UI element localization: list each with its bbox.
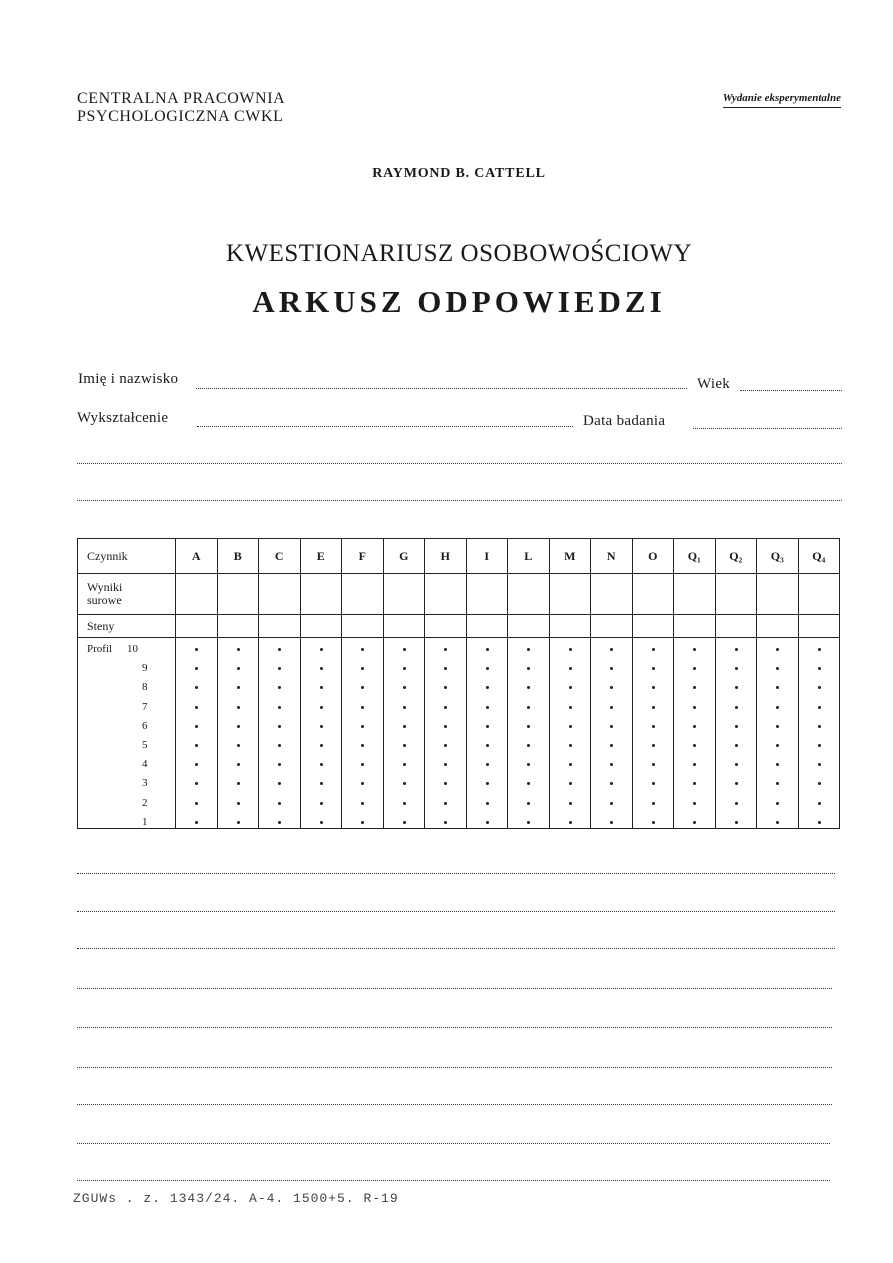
profile-column[interactable] [757,638,799,829]
profile-column[interactable] [300,638,342,829]
profile-dot[interactable] [361,763,364,766]
print-code: ZGUWs . z. 1343/24. A-4. 1500+5. R-19 [73,1191,399,1206]
profile-dot[interactable] [237,802,240,805]
raw-score-cell[interactable] [549,574,591,615]
profile-dot[interactable] [776,782,779,785]
profile-dot[interactable] [237,821,240,824]
profile-dot[interactable] [403,821,406,824]
profile-dot[interactable] [403,706,406,709]
profile-dot[interactable] [776,744,779,747]
factor-header: N [591,539,633,574]
raw-score-cell[interactable] [342,574,384,615]
score-table [77,538,840,829]
raw-scores-label-line-1: Wyniki [87,580,123,594]
raw-score-cell[interactable] [383,574,425,615]
document-title: KWESTIONARIUSZ OSOBOWOŚCIOWY [225,240,693,267]
profile-dot[interactable] [527,802,530,805]
profile-dot[interactable] [361,802,364,805]
profile-label-cell [78,638,176,829]
profile-dot[interactable] [527,763,530,766]
sten-cell[interactable] [217,615,259,638]
profile-dot[interactable] [569,686,572,689]
raw-scores-row [78,574,840,615]
profile-dot[interactable] [818,725,821,728]
profile-dot[interactable] [361,667,364,670]
profile-dot[interactable] [818,821,821,824]
profile-dot[interactable] [818,648,821,651]
blank-line[interactable] [77,1180,830,1181]
profile-dots [508,638,549,828]
factor-header: I [466,539,508,574]
profile-dot[interactable] [278,706,281,709]
profile-dot[interactable] [444,782,447,785]
profile-dot[interactable] [195,686,198,689]
profile-dot[interactable] [361,725,364,728]
factor-header: F [342,539,384,574]
profile-dot[interactable] [444,763,447,766]
factor-header: Q₄ [798,539,840,574]
profile-dot[interactable] [610,782,613,785]
profile-dot[interactable] [776,686,779,689]
blank-line[interactable] [77,1104,832,1105]
profile-dot[interactable] [818,706,821,709]
profile-dot[interactable] [237,782,240,785]
factor-header: G [383,539,425,574]
profile-dot[interactable] [652,782,655,785]
profile-dot[interactable] [776,821,779,824]
profile-dot[interactable] [610,706,613,709]
profile-level-label: 5 [142,739,148,751]
profile-dot[interactable] [278,648,281,651]
profile-dot[interactable] [320,725,323,728]
factor-header: H [425,539,467,574]
profile-dot[interactable] [610,725,613,728]
date-field[interactable] [693,428,842,429]
profile-dots [218,638,259,828]
factor-header: B [217,539,259,574]
profile-dot[interactable] [320,648,323,651]
author-name: RAYMOND B. CATTELL [372,166,546,181]
raw-score-cell[interactable] [715,574,757,615]
profile-dot[interactable] [569,782,572,785]
profile-dot[interactable] [693,782,696,785]
profile-dot[interactable] [403,648,406,651]
profile-dot[interactable] [693,667,696,670]
organization-name [77,90,285,126]
profile-dot[interactable] [361,821,364,824]
profile-dot[interactable] [527,667,530,670]
profile-column[interactable] [259,638,301,829]
profile-dot[interactable] [320,763,323,766]
organization-line-1: CENTRALNA PRACOWNIA [77,90,286,107]
profile-column[interactable] [466,638,508,829]
profile-dot[interactable] [569,725,572,728]
raw-score-cell[interactable] [757,574,799,615]
profile-dot[interactable] [320,706,323,709]
profile-dots [674,638,715,828]
profile-dot[interactable] [818,782,821,785]
name-label: Imię i nazwisko [78,371,179,387]
profile-column[interactable] [217,638,259,829]
profile-dot[interactable] [818,686,821,689]
profile-dot[interactable] [735,725,738,728]
profile-dot[interactable] [693,725,696,728]
profile-dot[interactable] [486,763,489,766]
factor-label: Czynnik [78,539,176,574]
profile-dot[interactable] [361,744,364,747]
profile-level-label: 8 [142,681,148,694]
profile-dot[interactable] [486,648,489,651]
profile-level-label: 6 [142,719,148,732]
profile-dot[interactable] [278,821,281,824]
raw-score-cell[interactable] [674,574,716,615]
education-label: Wykształcenie [77,410,169,426]
raw-scores-label-line-2: surowe [87,593,122,607]
profile-dot[interactable] [735,763,738,766]
profile-level-label: 2 [142,796,148,809]
profile-dot[interactable] [195,667,198,670]
profile-dot[interactable] [444,744,447,747]
blank-line[interactable] [77,911,835,912]
profile-dot[interactable] [818,763,821,766]
profile-dot[interactable] [652,648,655,651]
profile-dot[interactable] [237,763,240,766]
profile-column[interactable] [591,638,633,829]
profile-dot[interactable] [361,648,364,651]
profile-dot[interactable] [403,744,406,747]
profile-dot[interactable] [486,725,489,728]
profile-level-label: 3 [142,777,148,790]
profile-dot[interactable] [652,686,655,689]
profile-dot[interactable] [237,648,240,651]
profile-dot[interactable] [693,686,696,689]
profile-dot[interactable] [693,802,696,805]
profile-dot[interactable] [195,763,198,766]
raw-score-cell[interactable] [259,574,301,615]
profile-dot[interactable] [278,802,281,805]
profile-dot[interactable] [195,706,198,709]
profile-dot[interactable] [195,648,198,651]
profile-dot[interactable] [195,725,198,728]
profile-level-label: 4 [142,758,148,771]
profile-level-label: 10 [127,643,138,655]
profile-dot[interactable] [693,821,696,824]
profile-column[interactable] [342,638,384,829]
profile-dot[interactable] [278,667,281,670]
profile-dot[interactable] [569,667,572,670]
profile-dot[interactable] [610,648,613,651]
profile-dot[interactable] [403,782,406,785]
profile-dot[interactable] [776,763,779,766]
sten-cell[interactable] [549,615,591,638]
profile-dot[interactable] [444,686,447,689]
profile-dots [591,638,632,828]
profile-dot[interactable] [527,648,530,651]
profile-dots [342,638,383,828]
age-label: Wiek [697,376,731,392]
profile-dot[interactable] [320,667,323,670]
profile-dot[interactable] [610,821,613,824]
raw-score-cell[interactable] [425,574,467,615]
profile-dot[interactable] [444,706,447,709]
profile-dot[interactable] [444,667,447,670]
sten-cell[interactable] [383,615,425,638]
profile-dots [716,638,757,828]
profile-dot[interactable] [652,763,655,766]
profile-dot[interactable] [527,821,530,824]
profile-dot[interactable] [776,706,779,709]
profile-dot[interactable] [818,667,821,670]
sten-cell[interactable] [591,615,633,638]
sten-cell[interactable] [757,615,799,638]
profile-dot[interactable] [486,706,489,709]
profile-dot[interactable] [527,706,530,709]
profile-dot[interactable] [444,821,447,824]
profile-dot[interactable] [735,667,738,670]
profile-dot[interactable] [361,706,364,709]
sten-cell[interactable] [300,615,342,638]
profile-level-label: 1 [142,815,148,828]
blank-line[interactable] [77,1067,832,1068]
profile-column[interactable] [798,638,840,829]
profile-level-label: 9 [142,662,148,675]
profile-dot[interactable] [278,725,281,728]
profile-dot[interactable] [652,821,655,824]
profile-dot[interactable] [776,802,779,805]
profile-dots [467,638,508,828]
profile-dot[interactable] [776,725,779,728]
profile-dot[interactable] [527,725,530,728]
profile-column[interactable] [674,638,716,829]
profile-dot[interactable] [818,802,821,805]
profile-dot[interactable] [237,667,240,670]
profile-dot[interactable] [320,782,323,785]
sten-cell[interactable] [176,615,218,638]
profile-dot[interactable] [569,744,572,747]
profile-column[interactable] [632,638,674,829]
profile-dot[interactable] [693,706,696,709]
profile-dot[interactable] [278,782,281,785]
profile-dot[interactable] [569,763,572,766]
factor-header: Q₃ [757,539,799,574]
blank-line[interactable] [77,948,835,949]
profile-column[interactable] [508,638,550,829]
profile-dot[interactable] [735,782,738,785]
factor-header: L [508,539,550,574]
profile-dot[interactable] [652,744,655,747]
profile-level-label: 7 [142,700,148,713]
edition-label: Wydanie eksperymentalne [723,92,841,108]
profile-dot[interactable] [652,667,655,670]
profile-dot[interactable] [776,648,779,651]
age-field[interactable] [740,390,842,391]
profile-dot[interactable] [486,686,489,689]
sten-cell[interactable] [466,615,508,638]
profile-dot[interactable] [237,744,240,747]
profile-dot[interactable] [735,648,738,651]
raw-score-cell[interactable] [632,574,674,615]
factor-header: E [300,539,342,574]
blank-line[interactable] [77,988,832,989]
date-label: Data badania [583,413,666,429]
profile-dot[interactable] [527,782,530,785]
sten-cell[interactable] [674,615,716,638]
profile-dot[interactable] [652,802,655,805]
sten-cell[interactable] [259,615,301,638]
profile-dots [633,638,674,828]
profile-dot[interactable] [195,744,198,747]
factor-header: C [259,539,301,574]
profile-dot[interactable] [569,648,572,651]
profile-dot[interactable] [527,686,530,689]
profile-dot[interactable] [486,821,489,824]
profile-dot[interactable] [818,744,821,747]
profile-dot[interactable] [403,763,406,766]
profile-dot[interactable] [527,744,530,747]
factor-header: M [549,539,591,574]
profile-dot[interactable] [278,763,281,766]
raw-scores-label [78,574,176,615]
profile-dot[interactable] [776,667,779,670]
organization-line-2: PSYCHOLOGICZNA CWKL [77,108,284,125]
profile-dot[interactable] [403,686,406,689]
document-subtitle: ARKUSZ ODPOWIEDZI [252,284,666,319]
profile-dot[interactable] [569,802,572,805]
profile-dots [384,638,425,828]
name-field[interactable] [196,388,687,389]
profile-dot[interactable] [735,686,738,689]
profile-dots [550,638,591,828]
profile-dot[interactable] [735,744,738,747]
profile-dot[interactable] [444,648,447,651]
profile-column[interactable] [383,638,425,829]
profile-dot[interactable] [320,821,323,824]
profile-column[interactable] [549,638,591,829]
sten-cell[interactable] [342,615,384,638]
profile-dot[interactable] [195,782,198,785]
profile-dot[interactable] [610,802,613,805]
sten-cell[interactable] [508,615,550,638]
factor-header: O [632,539,674,574]
profile-dot[interactable] [444,802,447,805]
raw-score-cell[interactable] [466,574,508,615]
profile-dot[interactable] [237,686,240,689]
profile-dot[interactable] [652,725,655,728]
profile-dot[interactable] [237,706,240,709]
sten-cell[interactable] [632,615,674,638]
profile-dot[interactable] [320,802,323,805]
profile-dot[interactable] [569,821,572,824]
profile-dot[interactable] [693,763,696,766]
raw-score-cell[interactable] [508,574,550,615]
profile-dot[interactable] [278,744,281,747]
profile-dot[interactable] [610,686,613,689]
profile-dot[interactable] [195,802,198,805]
blank-line[interactable] [77,500,842,501]
profile-dots [301,638,342,828]
raw-score-cell[interactable] [300,574,342,615]
profile-dots [176,638,217,828]
raw-score-cell[interactable] [798,574,840,615]
factor-header: Q₂ [715,539,757,574]
profile-dot[interactable] [486,667,489,670]
profile-row [78,638,840,829]
profile-column[interactable] [425,638,467,829]
profile-dot[interactable] [361,686,364,689]
sten-label: Steny [78,615,176,638]
profile-dot[interactable] [403,667,406,670]
profile-dot[interactable] [693,744,696,747]
profile-dot[interactable] [403,802,406,805]
profile-dot[interactable] [361,782,364,785]
profile-dot[interactable] [610,763,613,766]
profile-dots [757,638,798,828]
factor-header: Q₁ [674,539,716,574]
profile-dot[interactable] [610,667,613,670]
education-field[interactable] [197,426,573,427]
profile-dot[interactable] [735,706,738,709]
blank-line[interactable] [77,873,835,874]
profile-levels [87,638,175,828]
profile-dots [799,638,840,828]
profile-dot[interactable] [195,821,198,824]
factor-header-row [78,539,840,574]
profile-dot[interactable] [693,648,696,651]
profile-dots [259,638,300,828]
sten-cell[interactable] [715,615,757,638]
blank-line[interactable] [77,1143,830,1144]
profile-dot[interactable] [486,744,489,747]
profile-column[interactable] [715,638,757,829]
profile-dot[interactable] [403,725,406,728]
profile-dot[interactable] [610,744,613,747]
raw-score-cell[interactable] [591,574,633,615]
profile-dot[interactable] [486,802,489,805]
profile-dot[interactable] [320,686,323,689]
sten-cell[interactable] [425,615,467,638]
raw-score-cell[interactable] [217,574,259,615]
profile-dot[interactable] [320,744,323,747]
sten-row [78,615,840,638]
profile-dot[interactable] [486,782,489,785]
factor-header: A [176,539,218,574]
profile-dots [425,638,466,828]
blank-line[interactable] [77,463,842,464]
profile-dot[interactable] [735,802,738,805]
profile-dot[interactable] [237,725,240,728]
profile-label: Profil [87,643,113,655]
blank-line[interactable] [77,1027,832,1028]
profile-dot[interactable] [735,821,738,824]
raw-score-cell[interactable] [176,574,218,615]
sten-cell[interactable] [798,615,840,638]
profile-dot[interactable] [278,686,281,689]
profile-column[interactable] [176,638,218,829]
profile-dot[interactable] [444,725,447,728]
profile-dot[interactable] [569,706,572,709]
profile-dot[interactable] [652,706,655,709]
